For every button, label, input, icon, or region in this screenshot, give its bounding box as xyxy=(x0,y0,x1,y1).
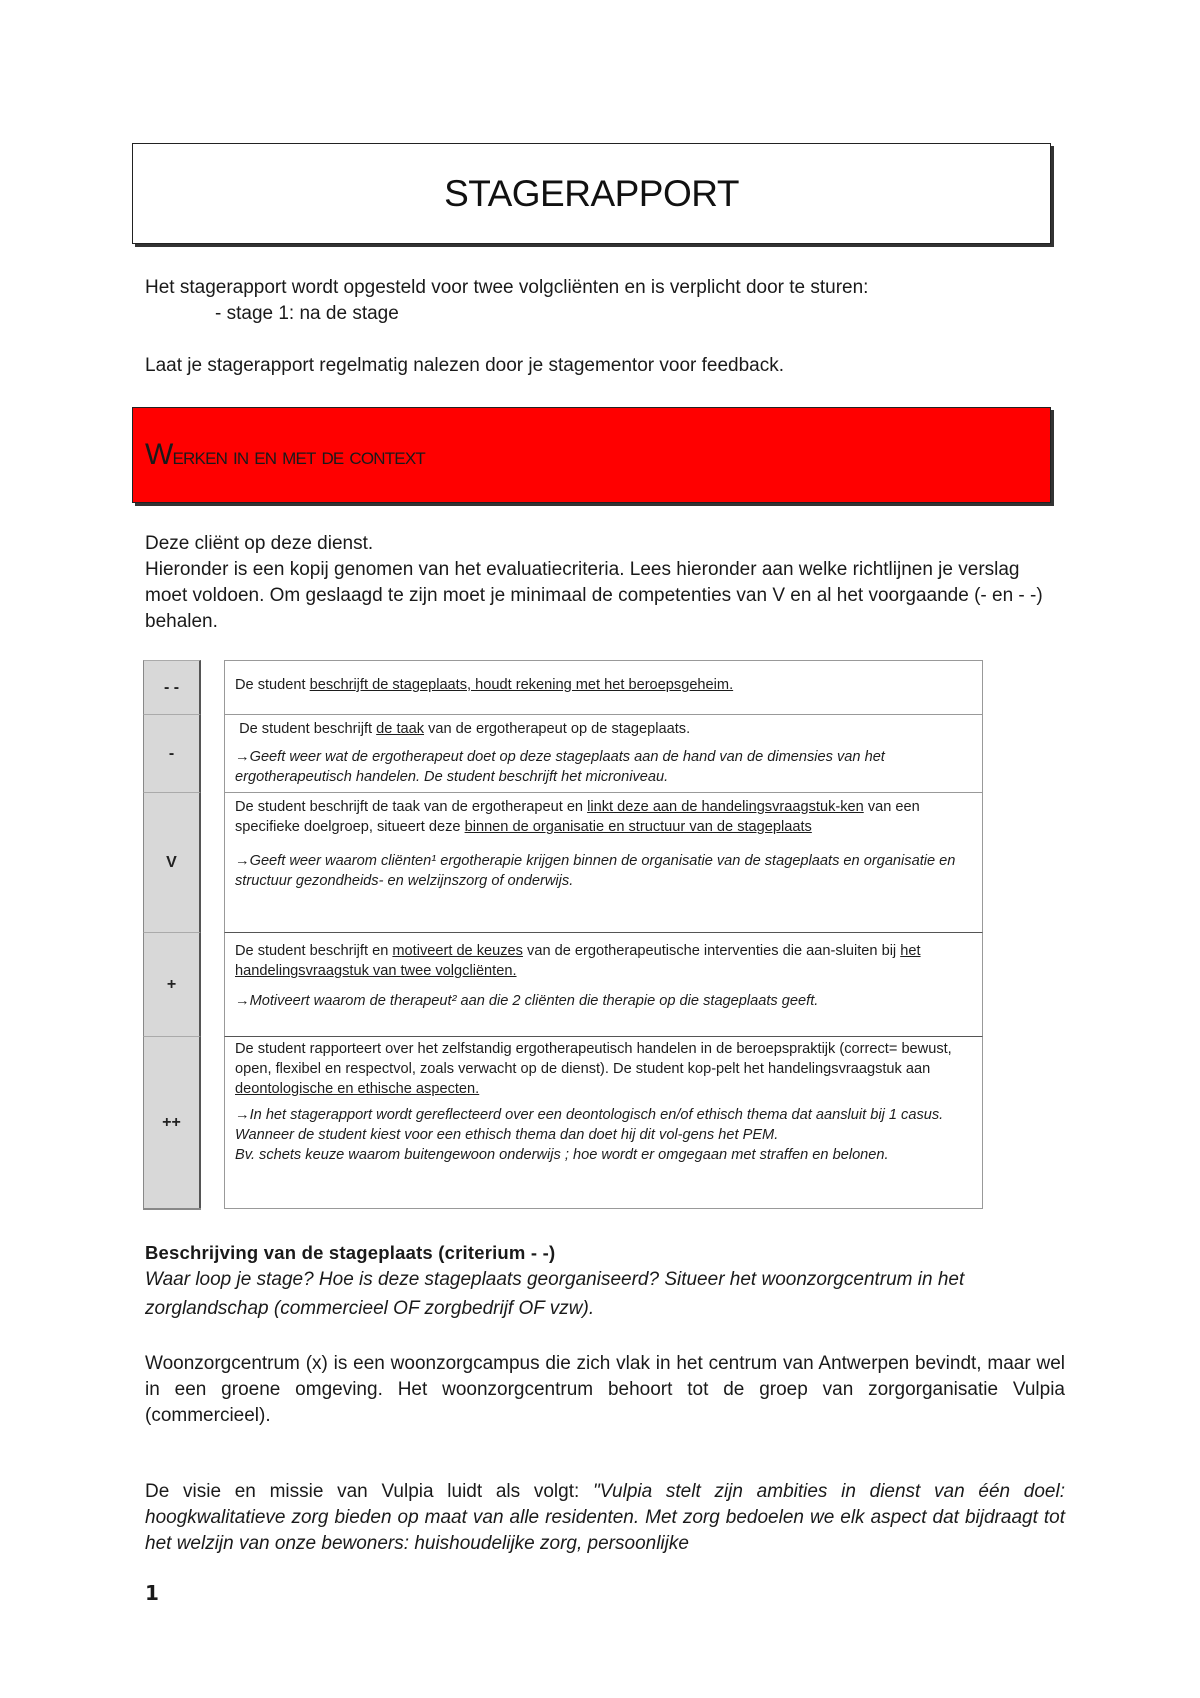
criteria-text: De student beschrijft xyxy=(239,721,377,737)
criteria-text: De student rapporteert over het zelfstandig ergotherapeutisch handelen in de beroepspraktijk (correct= bewust, open, flexibel en respectvol, zoals verwacht op de dienst). De student kop-pelt het handelingsvraagstuk aan xyxy=(235,1041,952,1077)
criteria-symbol: ++ xyxy=(143,1036,201,1208)
paragraph-text: De visie en missie van Vulpia luidt als volgt: xyxy=(145,1481,593,1502)
criteria-text-underlined: binnen de organisatie en structuur van de stageplaats xyxy=(464,819,812,835)
criteria-row xyxy=(143,932,983,1036)
criteria-text-underlined: motiveert de keuzes xyxy=(392,943,523,959)
criteria-text: De student beschrijft de taak van de ergotherapeut en xyxy=(235,799,588,815)
criteria-symbol: V xyxy=(143,792,201,932)
criteria-text-underlined: het handelingsvraagstuk van twee volgcliënten. xyxy=(235,943,921,979)
context-paragraph: Hieronder is een kopij genomen van het evaluatiecriteria. Lees hieronder aan welke richtlijnen je verslag moet voldoen. Om geslaagd te zijn moet je minimaal de competenties van V en al het voorgaande (- en - -) behalen. xyxy=(145,559,1043,632)
criteria-description xyxy=(224,660,983,714)
criteria-row xyxy=(143,714,983,792)
criteria-explanation: →Motiveert waarom de therapeut² aan die 2 cliënten die therapie op die stageplaats geeft. xyxy=(235,993,819,1009)
criteria-text: van de ergotherapeutische interventies die aan-sluiten bij xyxy=(522,943,901,959)
criteria-table-bottom-border xyxy=(143,1208,983,1210)
criteria-text: van de ergotherapeut op de stageplaats. xyxy=(424,721,691,737)
criteria-explanation: →Geeft weer wat de ergotherapeut doet op deze stageplaats aan de hand van de dimensies van het ergotherapeutisch handelen. De student beschrijft het microniveau. xyxy=(235,749,885,785)
criteria-explanation: →In het stagerapport wordt gereflecteerd over een deontologisch en/of ethisch thema dat aansluit bij 1 casus. Wanneer de student kiest voor een ethisch thema dan doet hij dit vol-gens het PEM. xyxy=(235,1107,944,1143)
criteria-symbol: - xyxy=(143,714,201,792)
intro-line: Het stagerapport wordt opgesteld voor twee volgcliënten en is verplicht door te sturen: xyxy=(145,277,869,298)
title-box xyxy=(132,143,1051,244)
criteria-text-underlined: deontologische en ethische aspecten. xyxy=(235,1081,480,1097)
criteria-row xyxy=(143,660,983,714)
criteria-text-underlined: de taak xyxy=(376,721,425,737)
criteria-text: De student xyxy=(235,677,310,693)
criteria-text: De student beschrijft en xyxy=(235,943,393,959)
page-number: 1 xyxy=(145,1581,159,1605)
criteria-symbol: - - xyxy=(143,660,201,714)
criteria-table xyxy=(143,660,983,1208)
criteria-row xyxy=(143,792,983,932)
document-title: STAGERAPPORT xyxy=(444,172,739,214)
banner-title: Werken in en met de context xyxy=(145,438,425,471)
context-text xyxy=(145,531,1065,635)
intro-text xyxy=(145,275,1065,379)
paragraph-quote: "Vulpia stelt zijn ambities in dienst van één doel: hoogkwalitatieve zorg bieden op maat van alle residenten. Met zorg bedoelen we elk aspect dat bijdraagt tot het welzijn van onze bewoners: huishoudelijke zorg, persoonlijke xyxy=(145,1481,1066,1554)
criteria-explanation: →Geeft weer waarom cliënten¹ ergotherapie krijgen binnen de organisatie van de stageplaats en organisatie en structuur gezondheids- en welzijnszorg of onderwijs. xyxy=(235,853,956,889)
section-question: Waar loop je stage? Hoe is deze stageplaats georganiseerd? Situeer het woonzorgcentrum in het zorglandschap (commercieel OF zorgbedrijf OF vzw). xyxy=(145,1269,965,1319)
criteria-text: van een specifieke doelgroep, situeert deze xyxy=(235,799,920,835)
criteria-description xyxy=(224,714,983,792)
intro-bullet: - stage 1: na de stage xyxy=(215,303,399,324)
intro-line: Laat je stagerapport regelmatig nalezen door je stagementor voor feedback. xyxy=(145,355,785,376)
criteria-symbol: + xyxy=(143,932,201,1036)
criteria-description xyxy=(224,1036,983,1208)
stageplaats-section xyxy=(145,1241,1065,1557)
criteria-row xyxy=(143,1036,983,1208)
section-heading: Beschrijving van de stageplaats (criterium - -) xyxy=(145,1242,556,1263)
criteria-text-underlined: beschrijft de stageplaats, houdt rekening met het beroepsgeheim. xyxy=(309,677,734,693)
context-line: Deze cliënt op deze dienst. xyxy=(145,533,374,554)
section-paragraph xyxy=(145,1479,1065,1557)
section-banner xyxy=(132,407,1051,503)
criteria-example: Bv. schets keuze waarom buitengewoon onderwijs ; hoe wordt er omgegaan met straffen en belonen. xyxy=(235,1147,889,1163)
section-paragraph: Woonzorgcentrum (x) is een woonzorgcampus die zich vlak in het centrum van Antwerpen bevindt, maar wel in een groene omgeving. Het woonzorgcentrum behoort tot de groep van zorgorganisatie Vulpia (commercieel). xyxy=(145,1353,1065,1426)
criteria-text-underlined: linkt deze aan de handelingsvraagstuk-ken xyxy=(587,799,864,815)
criteria-description xyxy=(224,792,983,932)
criteria-description xyxy=(224,932,983,1036)
